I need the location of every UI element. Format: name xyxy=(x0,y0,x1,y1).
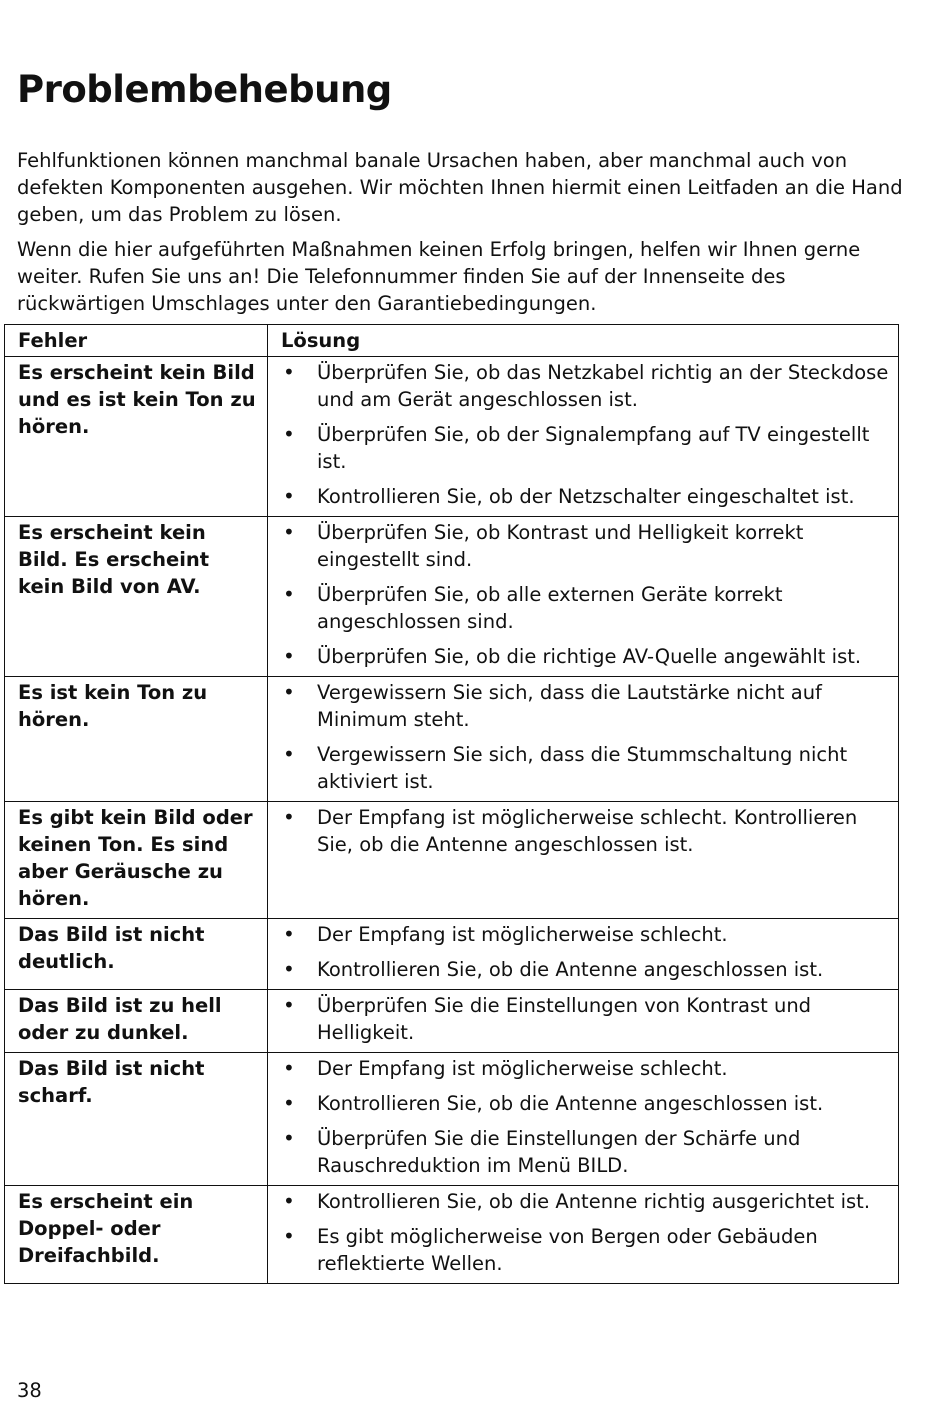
intro-paragraph: Fehlfunktionen können manchmal banale Ursachen haben, aber manchmal auch von defekten Komponenten ausgehen. Wir möchten Ihnen hiermit einen Leitfaden an die Hand geben, um das Problem zu lösen. xyxy=(17,149,903,226)
problem-cell: Es gibt kein Bild oder keinen Ton. Es sind aber Geräusche zu hören. xyxy=(5,802,268,919)
solution-cell xyxy=(268,1186,899,1284)
problem-cell: Es erscheint kein Bild und es ist kein Ton zu hören. xyxy=(5,357,268,517)
intro-text xyxy=(17,147,907,325)
solution-list xyxy=(281,1055,890,1179)
solution-item: • Vergewissern Sie sich, dass die Stummschaltung nicht aktiviert ist. xyxy=(281,741,890,795)
problem-cell: Das Bild ist zu hell oder zu dunkel. xyxy=(5,990,268,1053)
page-title: Problembehebung xyxy=(17,68,392,111)
solution-cell xyxy=(268,517,899,677)
troubleshooting-table xyxy=(4,324,899,1284)
problem-cell: Das Bild ist nicht scharf. xyxy=(5,1053,268,1186)
table-header-row xyxy=(5,325,899,357)
solution-list xyxy=(281,921,890,983)
solution-list xyxy=(281,992,890,1046)
solution-list xyxy=(281,359,890,510)
solution-item: • Kontrollieren Sie, ob der Netzschalter eingeschaltet ist. xyxy=(281,483,890,510)
table-row xyxy=(5,802,899,919)
problem-cell: Das Bild ist nicht deutlich. xyxy=(5,919,268,990)
column-header-fehler: Fehler xyxy=(5,325,268,357)
solution-item: • Es gibt möglicherweise von Bergen oder Gebäuden reflektierte Wellen. xyxy=(281,1223,890,1277)
solution-item: • Kontrollieren Sie, ob die Antenne angeschlossen ist. xyxy=(281,1090,890,1117)
column-header-loesung: Lösung xyxy=(268,325,899,357)
solution-list xyxy=(281,519,890,670)
intro-paragraph: Wenn die hier aufgeführten Maßnahmen keinen Erfolg bringen, helfen wir Ihnen gerne weiter. Rufen Sie uns an! Die Telefonnummer finden Sie auf der Innenseite des rückwärtigen Umschlages unter den Garantiebedingungen. xyxy=(17,238,861,315)
solution-item: • Der Empfang ist möglicherweise schlecht. xyxy=(281,1055,890,1082)
problem-cell: Es erscheint kein Bild. Es erscheint kein Bild von AV. xyxy=(5,517,268,677)
table-row xyxy=(5,1053,899,1186)
solution-item: • Der Empfang ist möglicherweise schlecht. Kontrollieren Sie, ob die Antenne angeschlossen ist. xyxy=(281,804,890,858)
table-row xyxy=(5,517,899,677)
solution-item: • Der Empfang ist möglicherweise schlecht. xyxy=(281,921,890,948)
solution-item: • Überprüfen Sie, ob die richtige AV-Quelle angewählt ist. xyxy=(281,643,890,670)
solution-cell xyxy=(268,990,899,1053)
solution-item: • Überprüfen Sie die Einstellungen der Schärfe und Rauschreduktion im Menü BILD. xyxy=(281,1125,890,1179)
solution-cell xyxy=(268,1053,899,1186)
solution-item: • Überprüfen Sie, ob Kontrast und Helligkeit korrekt eingestellt sind. xyxy=(281,519,890,573)
solution-cell xyxy=(268,802,899,919)
solution-item: • Vergewissern Sie sich, dass die Lautstärke nicht auf Minimum steht. xyxy=(281,679,890,733)
solution-list xyxy=(281,679,890,795)
solution-cell xyxy=(268,919,899,990)
problem-cell: Es ist kein Ton zu hören. xyxy=(5,677,268,802)
solution-item: • Überprüfen Sie, ob das Netzkabel richtig an der Steckdose und am Gerät angeschlossen ist. xyxy=(281,359,890,413)
solution-cell xyxy=(268,357,899,517)
solution-list xyxy=(281,1188,890,1277)
problem-cell: Es erscheint ein Doppel- oder Dreifachbild. xyxy=(5,1186,268,1284)
table-row xyxy=(5,1186,899,1284)
solution-item: • Überprüfen Sie, ob der Signalempfang auf TV eingestellt ist. xyxy=(281,421,890,475)
table-row xyxy=(5,919,899,990)
solution-list xyxy=(281,804,890,858)
solution-item: • Überprüfen Sie, ob alle externen Geräte korrekt angeschlossen sind. xyxy=(281,581,890,635)
solution-cell xyxy=(268,677,899,802)
table-row xyxy=(5,357,899,517)
solution-item: • Kontrollieren Sie, ob die Antenne richtig ausgerichtet ist. xyxy=(281,1188,890,1215)
solution-item: • Überprüfen Sie die Einstellungen von Kontrast und Helligkeit. xyxy=(281,992,890,1046)
table-row xyxy=(5,990,899,1053)
solution-item: • Kontrollieren Sie, ob die Antenne angeschlossen ist. xyxy=(281,956,890,983)
table-row xyxy=(5,677,899,802)
page-number: 38 xyxy=(17,1379,42,1402)
